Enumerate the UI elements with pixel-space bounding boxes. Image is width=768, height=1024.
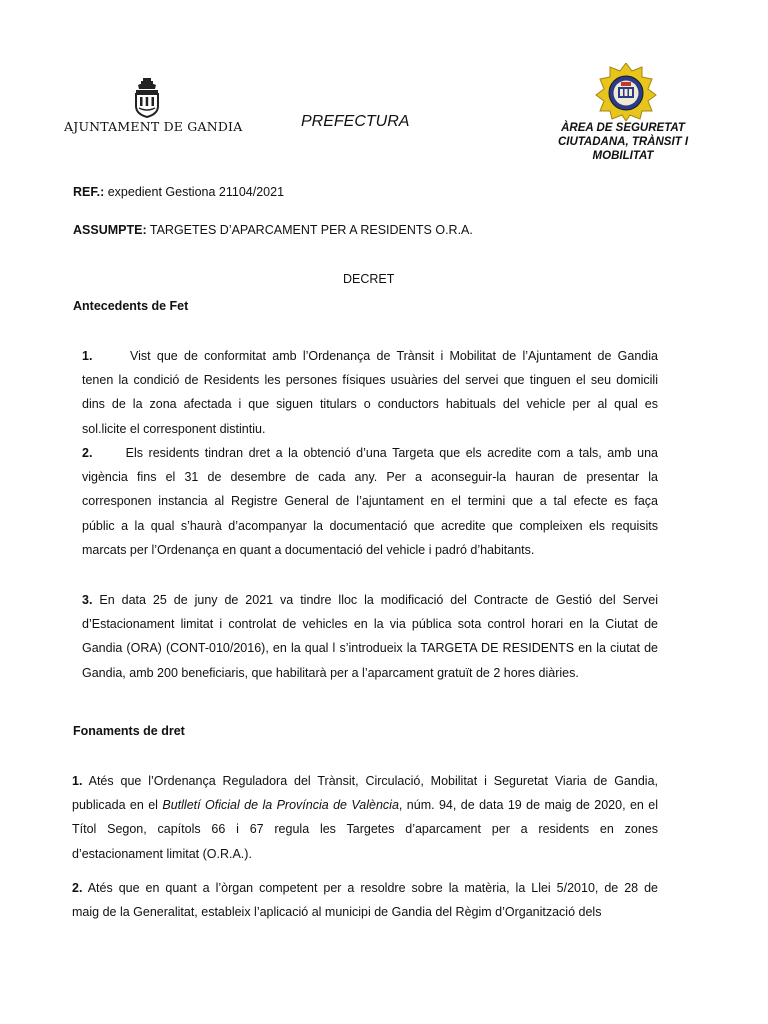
department-name [548,121,698,163]
department-line: ÀREA DE SEGURETAT [561,122,685,134]
legal-basis-paragraph-1 [72,769,658,866]
police-badge-icon [594,63,658,121]
decree-title: DECRET [343,272,395,286]
section-heading-fonaments: Fonaments de dret [73,724,185,738]
subject-value: TARGETES D’APARCAMENT PER A RESIDENTS O.R.A. [146,223,473,237]
subject-label: ASSUMPTE: [73,223,147,237]
paragraph-number: 3. [82,593,93,607]
paragraph-number: 2. [82,446,93,460]
paragraph-line: corresponen instancia al Registre General de l’ajuntament en el termini que a tal efecte es faça [82,494,658,509]
paragraph-line: d’estacionament limitat (O.R.A.). [72,846,252,861]
paragraph-line: marcats per l’Ordenança en quant a documentació del vehicle i padró d’habitants. [82,542,535,557]
legal-basis-paragraph-2 [72,876,658,924]
bulletin-title: Butlletí Oficial de la Província de València [162,798,399,813]
antecedent-paragraph-2 [82,441,658,562]
paragraph-line: públic a la qual s’haurà d’acompanyar la documentació que acredite que compleixen els requisits [82,518,658,533]
paragraph-line: Gandia, amb 200 beneficiaris, que habilitarà per a l’aparcament gratuït de 2 hores diàries. [82,665,579,680]
paragraph-line: 1. Atés que l’Ordenança Reguladora del Trànsit, Circulació, Mobilitat i Seguretat Viaria de Gandia, [72,774,658,788]
department-line: CIUTADANA, TRÀNSIT I [557,136,689,148]
paragraph-line: d’Estacionament limitat i controlat de vehicles en la via pública sota control horari en la Ciutat de [82,617,658,632]
coat-of-arms-icon [132,78,162,118]
reference-line [73,185,284,199]
paragraph-line: 2. Atés que en quant a l’òrgan competent per a resoldre sobre la matèria, la Llei 5/2010, de 28 de [72,881,658,895]
paragraph-line: publicada en el Butlletí Oficial de la Província de València, núm. 94, de data 19 de maig de 2020, en el [72,798,658,813]
paragraph-number: 1. [72,774,83,788]
paragraph-line: 1. Vist que de conformitat amb l’Ordenança de Trànsit i Mobilitat de l’Ajuntament de Gandia [82,349,658,363]
page-title: PREFECTURA [301,113,410,130]
paragraph-line: tenen la condició de Residents les persones físiques usuàries del servei que tinguen el seu domicili [82,373,658,388]
paragraph-line: Gandia (ORA) (CONT-010/2016), en la qual l s’introdueix la TARGETA DE RESIDENTS en la ciutat de [82,641,658,656]
subject-line [73,223,473,237]
municipality-logo [64,78,243,140]
section-heading-antecedents: Antecedents de Fet [73,299,189,313]
reference-label: REF.: [73,185,105,199]
paragraph-number: 1. [82,349,93,363]
paragraph-line: 3. En data 25 de juny de 2021 va tindre lloc la modificació del Contracte de Gestió del Servei [82,593,658,607]
department-line: MOBILITAT [592,150,654,162]
paragraph-line: 2. Els residents tindran dret a la obtenció d’una Targeta que els acredite com a tals, amb una [82,446,659,460]
paragraph-line: sol.licite el corresponent distintiu. [82,421,266,436]
reference-value: expedient Gestiona 21104/2021 [104,185,285,199]
antecedent-paragraph-3 [82,588,658,685]
paragraph-line: dins de la zona afectada i que siguen titulars o conductors habituals del vehicle per al qual es [82,397,658,412]
paragraph-line: maig de la Generalitat, estableix l’aplicació al municipi de Gandia del Règim d’Organització dels [72,905,602,920]
municipality-name: AJUNTAMENT DE GANDIA [64,119,243,134]
paragraph-line: Títol Segon, capítols 66 i 67 regula les Targetes d’aparcament per a residents en zones [72,822,658,837]
paragraph-number: 2. [72,881,83,895]
paragraph-line: vigència fins el 31 de desembre de cada any. Per a aconseguir-la hauran de presentar la [82,470,658,485]
antecedent-paragraph-1 [82,344,658,441]
